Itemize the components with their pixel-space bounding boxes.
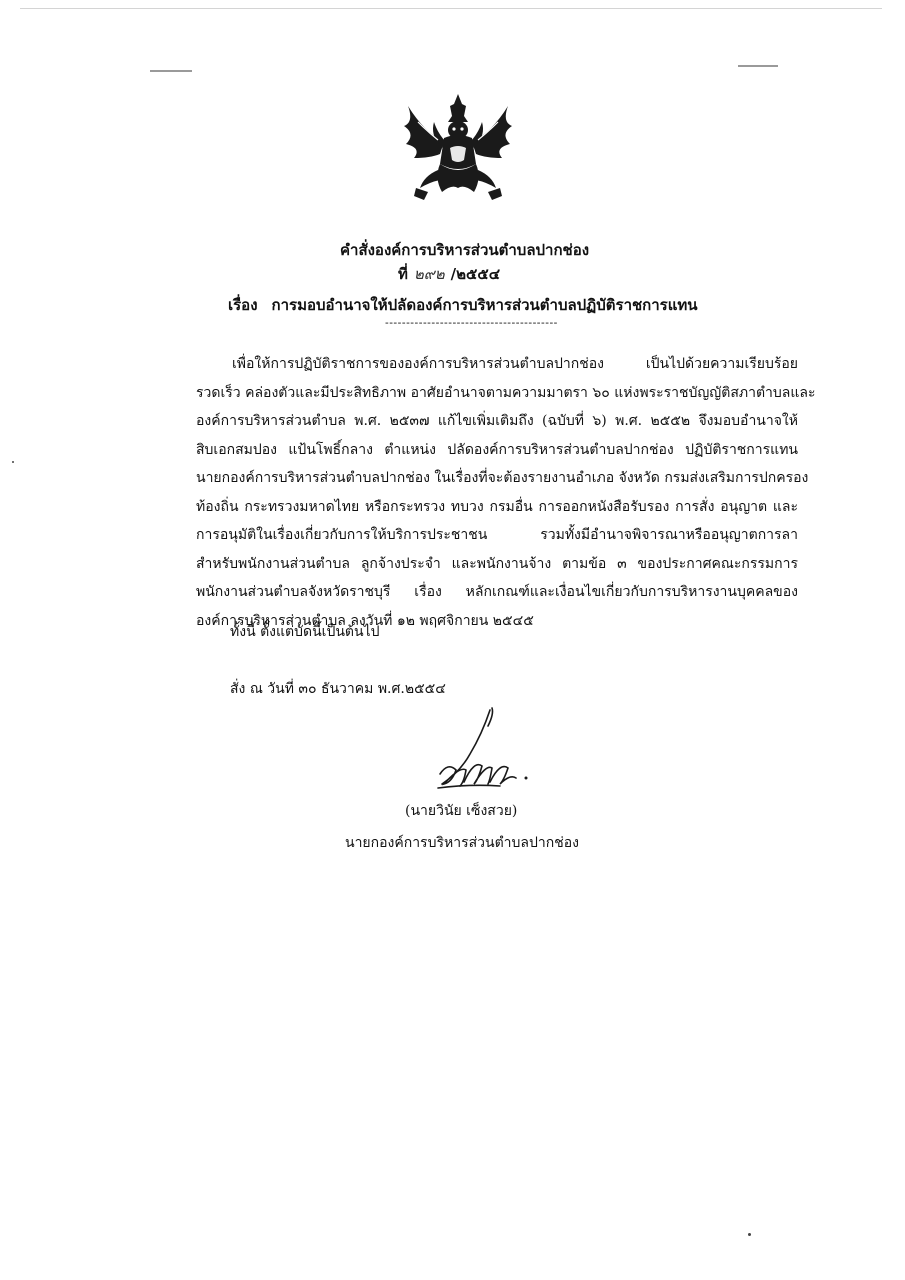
order-number-handwritten: ๒๙๒ xyxy=(413,265,445,283)
body-line: องค์การบริหารส่วนตำบล พ.ศ. ๒๕๓๗ แก้ไขเพิ่มเติมถึง (ฉบับที่ ๖) พ.ศ. ๒๕๕๒ จึงมอบอำนาจให้ xyxy=(196,413,798,429)
effective-clause: ทั้งนี้ ตั้งแต่บัดนี้เป็นต้นไป xyxy=(230,624,380,640)
subject-text: การมอบอำนาจให้ปลัดองค์การบริหารส่วนตำบลปฏิบัติราชการแทน xyxy=(271,296,698,314)
scan-mark-left xyxy=(150,70,192,72)
body-line: สิบเอกสมปอง แป้นโพธิ์กลาง ตำแหน่ง ปลัดองค์การบริหารส่วนตำบลปากช่อง ปฏิบัติราชการแทน xyxy=(196,441,798,458)
signer-name: (นายวินัย เซ็งสวย) xyxy=(405,803,518,819)
body-line: การอนุมัติในเรื่องเกี่ยวกับการให้บริการประชาชน รวมทั้งมีอำนาจพิจารณาหรืออนุญาตการลา xyxy=(196,527,798,543)
subject-label: เรื่อง xyxy=(228,296,258,314)
order-number xyxy=(398,262,500,286)
signer-position: นายกองค์การบริหารส่วนตำบลปากช่อง xyxy=(345,835,579,851)
order-number-prefix: ที่ xyxy=(398,265,408,283)
handwritten-signature-icon xyxy=(430,704,540,794)
body-line: พนักงานส่วนตำบลจังหวัดราชบุรี เรื่อง หลักเกณฑ์และเงื่อนไขเกี่ยวกับการบริหารงานบุคคลของ xyxy=(196,584,798,600)
body-line: ท้องถิ่น กระทรวงมหาดไทย หรือกระทรวง ทบวง กรมอื่น การออกหนังสือรับรอง การสั่ง อนุญาต และ xyxy=(196,498,798,515)
scan-speck xyxy=(12,461,14,463)
body-line: สำหรับพนักงานส่วนตำบล ลูกจ้างประจำ และพนักงานจ้าง ตามข้อ ๓ ของประกาศคณะกรรมการ xyxy=(196,555,798,572)
garuda-emblem-icon xyxy=(394,92,522,204)
body-line: องค์การบริหารส่วนตำบล ลงวันที่ ๑๒ พฤศจิกายน ๒๕๔๕ xyxy=(196,612,534,629)
header-separator: ----------------------------------------- xyxy=(385,316,558,329)
body-line: รวดเร็ว คล่องตัวและมีประสิทธิภาพ อาศัยอำนาจตามความมาตรา ๖๐ แห่งพระราชบัญญัติสภาตำบลและ xyxy=(196,384,816,401)
body-line: เพื่อให้การปฏิบัติราชการขององค์การบริหารส่วนตำบลปากช่อง เป็นไปด้วยความเรียบร้อย xyxy=(232,356,798,372)
body-line: นายกองค์การบริหารส่วนตำบลปากช่อง ในเรื่องที่จะต้องรายงานอำเภอ จังหวัด กรมส่งเสริมการปกครอง xyxy=(196,470,809,486)
order-date: สั่ง ณ วันที่ ๓๐ ธันวาคม พ.ศ.๒๕๕๔ xyxy=(230,681,446,697)
scan-speck xyxy=(748,1233,751,1236)
scan-edge-line xyxy=(20,8,882,9)
order-subject xyxy=(228,293,698,317)
order-number-year: /๒๕๕๔ xyxy=(450,265,501,283)
order-body xyxy=(196,350,816,635)
order-title: คำสั่งองค์การบริหารส่วนตำบลปากช่อง xyxy=(340,241,590,259)
scan-mark-right xyxy=(738,65,778,67)
